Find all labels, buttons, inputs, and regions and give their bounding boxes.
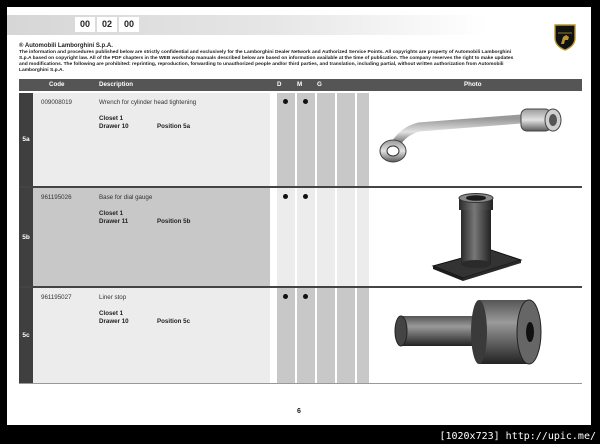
bullet-icon [303, 294, 308, 299]
liner-stop-photo [371, 288, 577, 383]
photo-cell [371, 93, 577, 186]
g-cell [317, 93, 335, 186]
blank-cell [337, 288, 355, 383]
bullet-icon [283, 194, 288, 199]
bullet-icon [303, 99, 308, 104]
table-bottom-line [19, 383, 582, 384]
d-cell [277, 93, 295, 186]
row-label: 5b [19, 188, 33, 286]
col-description: Description [99, 81, 134, 88]
row-position: Position 5b [157, 218, 191, 225]
row-drawer: Drawer 10 [99, 318, 129, 325]
blank-cell [357, 288, 369, 383]
row-code: 009008019 [41, 99, 72, 106]
photo-cell [371, 188, 577, 286]
row-description: Liner stop [99, 294, 127, 301]
confidential-notice: The information and procedures published below are strictly confidential and exclusively for the Lamborghini Dealer Network and Authorized Service Points. All copyrights are property of Automobili Lamborghini S.p.A based on copyright law. All of the PDF chapters in the WEB workshop manuals described below are based on information available at the time of publication. The company reserves the right to make updates and modifications. The following are prohibited: reprinting, reproduction, forwarding to unauthorized people and/or third parties, and translation, including partial, without written authorization from Automobili Lamborghini S.p.A. [19, 50, 514, 73]
table-row [19, 288, 582, 383]
col-code: Code [49, 81, 65, 88]
row-main-cell [33, 188, 270, 286]
blank-cell [337, 188, 355, 286]
row-position: Position 5c [157, 318, 191, 325]
section-code-1: 00 [75, 17, 95, 32]
row-code: 961195026 [41, 194, 72, 201]
table-row [19, 188, 582, 286]
blank-cell [357, 93, 369, 186]
row-main-cell [33, 288, 270, 383]
row-description: Wrench for cylinder head tightening [99, 99, 197, 106]
bullet-icon [283, 294, 288, 299]
row-closet: Closet 1 [99, 115, 124, 122]
row-drawer: Drawer 10 [99, 123, 129, 130]
row-main-cell [33, 93, 270, 186]
col-photo: Photo [464, 81, 482, 88]
bullet-icon [303, 194, 308, 199]
page-number: 6 [297, 408, 301, 415]
watermark-text: [1020x723] http://upic.me/ [439, 431, 596, 442]
col-m: M [297, 81, 303, 88]
row-closet: Closet 1 [99, 310, 124, 317]
m-cell [297, 93, 315, 186]
m-cell [297, 188, 315, 286]
g-cell [317, 288, 335, 383]
blank-cell [357, 188, 369, 286]
section-code-2: 02 [97, 17, 117, 32]
m-cell [297, 288, 315, 383]
row-position: Position 5a [157, 123, 191, 130]
table-row [19, 93, 582, 186]
row-label: 5c [19, 288, 33, 383]
row-closet: Closet 1 [99, 210, 124, 217]
row-label: 5a [19, 93, 33, 186]
blank-cell [337, 93, 355, 186]
section-code-3: 00 [119, 17, 139, 32]
d-cell [277, 288, 295, 383]
dial-gauge-base-photo [371, 188, 577, 286]
table-header [19, 79, 582, 91]
photo-cell [371, 288, 577, 383]
manual-page [7, 7, 591, 425]
g-cell [317, 188, 335, 286]
row-drawer: Drawer 11 [99, 218, 129, 225]
col-d: D [277, 81, 282, 88]
lamborghini-logo-icon [554, 24, 576, 51]
bullet-icon [283, 99, 288, 104]
d-cell [277, 188, 295, 286]
wrench-photo [371, 93, 577, 186]
row-description: Base for dial gauge [99, 194, 153, 201]
col-g: G [317, 81, 322, 88]
row-code: 961195027 [41, 294, 72, 301]
copyright-title: ® Automobili Lamborghini S.p.A. [19, 43, 113, 49]
